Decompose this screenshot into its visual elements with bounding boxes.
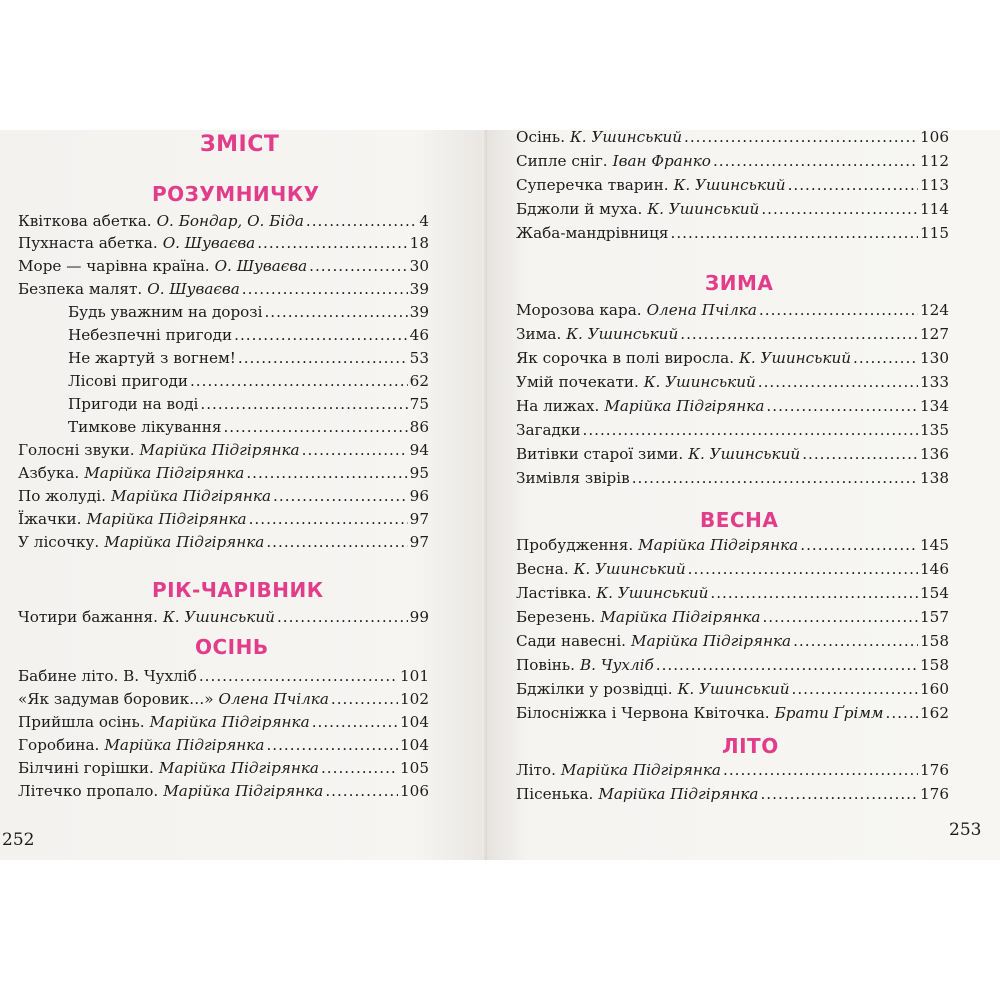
toc-entry[interactable]: Морозова кара. Олена Пчілка ..... 124 — [516, 299, 949, 321]
toc-entry[interactable]: Ластівка. К. Ушинський ..... 154 — [516, 582, 949, 604]
section-heading-rozumnychku: РОЗУМНИЧКУ — [152, 182, 320, 206]
toc-entry[interactable]: Повінь. В. Чухліб ..... 158 — [516, 654, 949, 676]
toc-entry[interactable]: Загадки ..... 135 — [516, 419, 949, 441]
toc-entry[interactable]: Горобина. Марійка Підгірянка ..... 104 — [18, 734, 429, 756]
toc-entry[interactable]: Бджоли й муха. К. Ушинський ..... 114 — [516, 198, 949, 220]
toc-entry[interactable]: Сади навесні. Марійка Підгірянка ..... 158 — [516, 630, 949, 652]
toc-entry[interactable]: Жаба-мандрівниця ..... 115 — [516, 222, 949, 244]
toc-entry[interactable]: Квіткова абетка. О. Бондар, О. Біда ..... 4 — [18, 210, 429, 232]
toc-entry[interactable]: Білосніжка і Червона Квіточка. Брати Ґрімм ..... 162 — [516, 702, 949, 724]
left-page — [0, 130, 487, 860]
toc-entry[interactable]: Весна. К. Ушинський ..... 146 — [516, 558, 949, 580]
toc-entry[interactable]: Не жартуй з вогнем! ..... 53 — [68, 347, 429, 369]
right-page — [487, 130, 1000, 860]
page-number-right: 253 — [949, 820, 982, 840]
section-heading-vesna: ВЕСНА — [700, 508, 779, 532]
section-heading-zyma: ЗИМА — [705, 271, 774, 295]
toc-entry[interactable]: Прийшла осінь. Марійка Підгірянка ..... 104 — [18, 711, 429, 733]
toc-entry[interactable]: Білчині горішки. Марійка Підгірянка ..... 105 — [18, 757, 429, 779]
toc-entry[interactable]: Небезпечні пригоди ..... 46 — [68, 324, 429, 346]
section-heading-lito: ЛІТО — [722, 734, 779, 758]
toc-entry[interactable]: Пробудження. Марійка Підгірянка ..... 145 — [516, 534, 949, 556]
toc-entry[interactable]: Як сорочка в полі виросла. К. Ушинський ..... 130 — [516, 347, 949, 369]
toc-entry[interactable]: Лісові пригоди ..... 62 — [68, 370, 429, 392]
toc-entry[interactable]: Будь уважним на дорозі ..... 39 — [68, 301, 429, 323]
toc-entry[interactable]: Осінь. К. Ушинський ..... 106 — [516, 130, 949, 148]
toc-entry[interactable]: Безпека малят. О. Шуваєва ..... 39 — [18, 278, 429, 300]
toc-entry[interactable]: Чотири бажання. К. Ушинський ..... 99 — [18, 606, 429, 628]
toc-entry[interactable]: Літо. Марійка Підгірянка ..... 176 — [516, 759, 949, 781]
book-spread — [0, 130, 1000, 860]
toc-entry[interactable]: Бджілки у розвідці. К. Ушинський ..... 160 — [516, 678, 949, 700]
toc-entry[interactable]: Пухнаста абетка. О. Шуваєва ..... 18 — [18, 232, 429, 254]
toc-entry[interactable]: Сипле сніг. Іван Франко ..... 112 — [516, 150, 949, 172]
toc-entry[interactable]: Умій почекати. К. Ушинський ..... 133 — [516, 371, 949, 393]
page-number-left: 252 — [2, 830, 35, 850]
toc-entry[interactable]: Тимкове лікування ..... 86 — [68, 416, 429, 438]
page-title: ЗМІСТ — [200, 132, 280, 157]
toc-entry[interactable]: Пісенька. Марійка Підгірянка ..... 176 — [516, 783, 949, 805]
section-heading-rik-charivnyk: РІК-ЧАРІВНИК — [152, 578, 324, 602]
toc-entry[interactable]: Зима. К. Ушинський ..... 127 — [516, 323, 949, 345]
toc-entry[interactable]: Зимівля звірів ..... 138 — [516, 467, 949, 489]
toc-entry[interactable]: Азбука. Марійка Підгірянка ..... 95 — [18, 462, 429, 484]
toc-entry[interactable]: Пригоди на воді ..... 75 — [68, 393, 429, 415]
section-heading-osin: ОСІНЬ — [195, 635, 269, 659]
toc-entry[interactable]: Бабине літо. В. Чухліб ..... 101 — [18, 665, 429, 687]
toc-entry[interactable]: «Як задумав боровик…» Олена Пчілка ..... 102 — [18, 688, 429, 710]
toc-entry[interactable]: Березень. Марійка Підгірянка ..... 157 — [516, 606, 949, 628]
toc-entry[interactable]: На лижах. Марійка Підгірянка ..... 134 — [516, 395, 949, 417]
toc-entry[interactable]: Голосні звуки. Марійка Підгірянка ..... 94 — [18, 439, 429, 461]
toc-entry[interactable]: Суперечка тварин. К. Ушинський ..... 113 — [516, 174, 949, 196]
toc-entry[interactable]: Літечко пропало. Марійка Підгірянка ..... 106 — [18, 780, 429, 802]
toc-entry[interactable]: Витівки старої зими. К. Ушинський ..... 136 — [516, 443, 949, 465]
toc-entry[interactable]: У лісочку. Марійка Підгірянка ..... 97 — [18, 531, 429, 553]
toc-entry[interactable]: По жолуді. Марійка Підгірянка ..... 96 — [18, 485, 429, 507]
toc-entry[interactable]: Їжачки. Марійка Підгірянка ..... 97 — [18, 508, 429, 530]
toc-entry[interactable]: Море — чарівна країна. О. Шуваєва ..... 30 — [18, 255, 429, 277]
